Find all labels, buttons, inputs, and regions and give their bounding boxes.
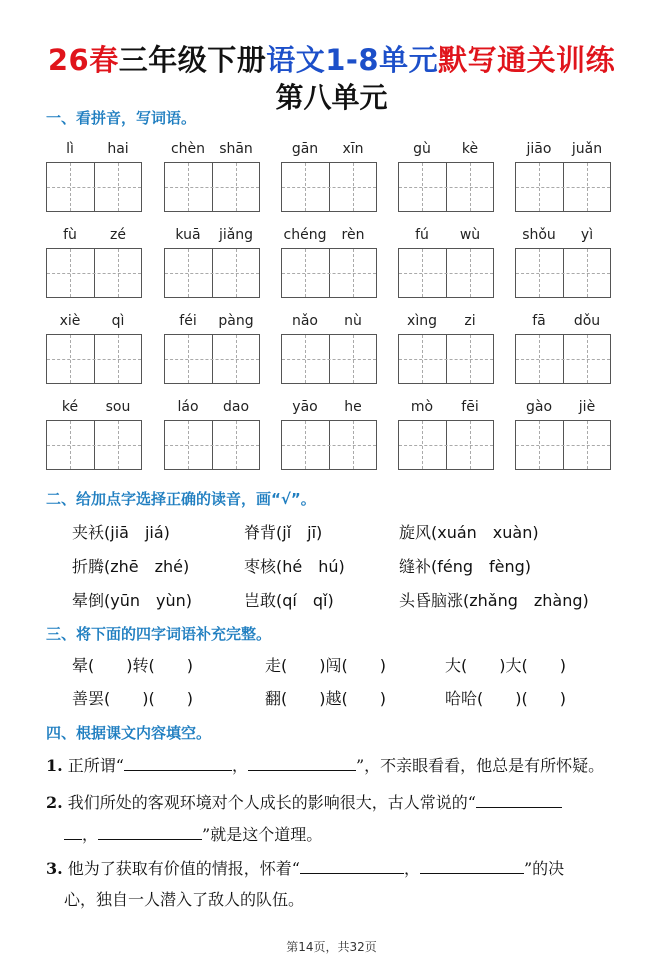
q2-blank-1a[interactable] — [476, 793, 562, 808]
idiom-item[interactable]: 大( )大( ) — [445, 656, 566, 675]
section1-heading: 一、看拼音，写词语。 — [46, 109, 197, 127]
pinyin-syllable: hai — [107, 141, 129, 157]
question-3 — [46, 856, 564, 879]
pinyin-syllable: yāo — [292, 399, 318, 415]
pinyin-syllable: lì — [66, 141, 74, 157]
pronunciation-item[interactable]: 折腾(zhē zhé) — [72, 557, 190, 576]
q3-text-mid: ， — [403, 859, 420, 878]
writing-grid-box[interactable] — [398, 248, 494, 298]
writing-grid-box[interactable] — [398, 334, 494, 384]
pinyin-syllable: fú — [415, 227, 429, 243]
pinyin-syllable: kuā — [175, 227, 201, 243]
q2-number: 2. — [46, 793, 63, 812]
writing-grid-box[interactable] — [164, 248, 260, 298]
pinyin-syllable: qì — [111, 313, 125, 329]
pinyin-syllable: láo — [177, 399, 199, 415]
q2-blank-2[interactable] — [98, 825, 202, 840]
pinyin-syllable: yì — [580, 227, 594, 243]
writing-grid-box[interactable] — [46, 248, 142, 298]
q3-blank-1[interactable] — [300, 859, 404, 874]
pinyin-syllable: shǒu — [522, 227, 556, 243]
writing-grid-box[interactable] — [515, 162, 611, 212]
page-title — [0, 38, 663, 79]
writing-grid-box[interactable] — [281, 162, 377, 212]
question-1 — [46, 753, 604, 776]
pinyin-syllable: pàng — [218, 313, 254, 329]
pinyin-syllable: kè — [461, 141, 479, 157]
pinyin-row — [46, 399, 616, 489]
pronunciation-item[interactable]: 缝补(féng fèng) — [399, 557, 532, 576]
pronunciation-item[interactable]: 岂敢(qí qǐ) — [244, 591, 334, 610]
writing-grid-box[interactable] — [398, 162, 494, 212]
pinyin-row — [46, 313, 616, 403]
pinyin-syllable: shān — [219, 141, 253, 157]
q2-text-line1: 我们所处的客观环境对个人成长的影响很大，古人常说的“ — [67, 793, 476, 812]
q1-blank-1[interactable] — [124, 756, 232, 771]
pinyin-syllable: sou — [105, 399, 131, 415]
q3-number: 3. — [46, 859, 63, 878]
writing-grid-box[interactable] — [164, 420, 260, 470]
writing-grid-box[interactable] — [46, 162, 142, 212]
pinyin-syllable: xìng — [407, 313, 437, 329]
writing-grid-box[interactable] — [398, 420, 494, 470]
pronunciation-item[interactable]: 脊背(jǐ jī) — [244, 523, 323, 542]
section4-heading: 四、根据课文内容填空。 — [46, 724, 212, 742]
question-3-line2: 心，独自一人潜入了敌人的队伍。 — [64, 890, 305, 909]
writing-grid-box[interactable] — [515, 334, 611, 384]
q1-blank-2[interactable] — [248, 756, 356, 771]
writing-grid-box[interactable] — [281, 334, 377, 384]
pinyin-syllable: féi — [179, 313, 197, 329]
pinyin-syllable: fēi — [461, 399, 479, 415]
idiom-item[interactable]: 晕( )转( ) — [72, 656, 193, 675]
section2-heading: 二、给加点字选择正确的读音，画“√”。 — [46, 490, 316, 508]
writing-grid-box[interactable] — [281, 420, 377, 470]
q3-text-post: ”的决 — [524, 859, 565, 878]
writing-grid-box[interactable] — [46, 334, 142, 384]
pinyin-syllable: he — [344, 399, 362, 415]
q3-text-pre: 他为了获取有价值的情报，怀着“ — [67, 859, 300, 878]
title-blue-part: 语文1-8单元 — [266, 43, 439, 77]
pinyin-syllable: gān — [291, 141, 319, 157]
pinyin-syllable: fù — [63, 227, 77, 243]
writing-grid-box[interactable] — [515, 248, 611, 298]
pinyin-syllable: gào — [525, 399, 553, 415]
pinyin-syllable: wù — [459, 227, 481, 243]
pinyin-syllable: nǎo — [291, 313, 319, 329]
pinyin-syllable: dǒu — [573, 313, 601, 329]
pinyin-syllable: xīn — [342, 141, 364, 157]
idiom-item[interactable]: 走( )闯( ) — [265, 656, 386, 675]
pronunciation-item[interactable]: 夹袄(jiā jiá) — [72, 523, 170, 542]
pronunciation-item[interactable]: 旋风(xuán xuàn) — [399, 523, 539, 542]
q3-blank-2[interactable] — [420, 859, 524, 874]
idiom-item[interactable]: 善罢( )( ) — [72, 689, 193, 708]
q2-blank-1b[interactable] — [64, 825, 82, 840]
title-black-part: 三年级下册 — [118, 43, 267, 77]
writing-grid-box[interactable] — [46, 420, 142, 470]
pinyin-syllable: chèn — [170, 141, 206, 157]
pinyin-syllable: zé — [110, 227, 126, 243]
title-red-part: 26春 — [47, 43, 119, 77]
pinyin-syllable: rèn — [341, 227, 365, 243]
pinyin-syllable: fā — [532, 313, 546, 329]
question-2-line2 — [64, 822, 322, 845]
pinyin-syllable: dao — [222, 399, 250, 415]
writing-grid-box[interactable] — [515, 420, 611, 470]
pinyin-syllable: zi — [464, 313, 476, 329]
q1-number: 1. — [46, 756, 63, 775]
pinyin-syllable: jiāo — [526, 141, 552, 157]
idiom-item[interactable]: 哈哈( )( ) — [445, 689, 566, 708]
writing-grid-box[interactable] — [164, 162, 260, 212]
question-2 — [46, 790, 562, 813]
pinyin-row — [46, 227, 616, 317]
q1-text-mid: ， — [231, 756, 248, 775]
q1-text-pre: 正所谓“ — [67, 756, 124, 775]
page-number: 第14页，共32页 — [286, 940, 377, 954]
pronunciation-item[interactable]: 头昏脑涨(zhǎng zhàng) — [399, 591, 589, 610]
pinyin-syllable: jiè — [578, 399, 596, 415]
title-red-part-2: 默写通关训练 — [438, 43, 616, 77]
pinyin-syllable: mò — [410, 399, 434, 415]
pinyin-syllable: ké — [61, 399, 79, 415]
pinyin-row — [46, 141, 616, 231]
pinyin-syllable: jiǎng — [218, 227, 254, 243]
q1-text-post: ”，不亲眼看看，他总是有所怀疑。 — [356, 756, 605, 775]
pronunciation-item[interactable]: 晕倒(yūn yùn) — [72, 591, 192, 610]
writing-grid-box[interactable] — [281, 248, 377, 298]
pinyin-syllable: chéng — [283, 227, 327, 243]
q2-text-post: ”就是这个道理。 — [202, 825, 323, 844]
idiom-item[interactable]: 翻( )越( ) — [265, 689, 386, 708]
pinyin-syllable: xiè — [59, 313, 81, 329]
pinyin-syllable: nù — [344, 313, 362, 329]
writing-grid-box[interactable] — [164, 334, 260, 384]
pinyin-syllable: juǎn — [571, 141, 603, 157]
page-subtitle: 第八单元 — [275, 81, 388, 114]
pronunciation-item[interactable]: 枣核(hé hú) — [244, 557, 345, 576]
q2-text-mid: ， — [82, 825, 99, 844]
pinyin-syllable: gù — [413, 141, 431, 157]
section3-heading: 三、将下面的四字词语补充完整。 — [46, 625, 272, 643]
